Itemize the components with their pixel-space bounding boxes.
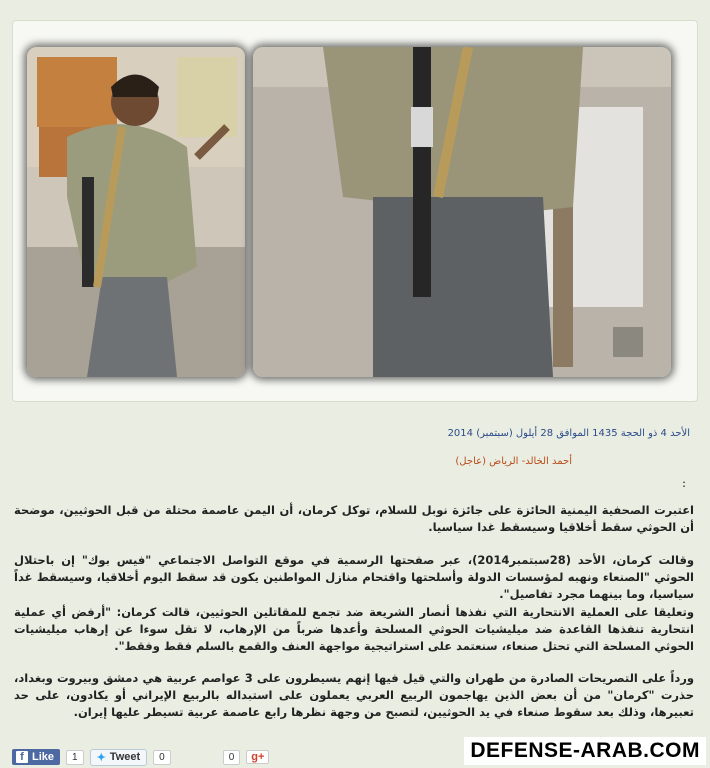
article-paragraph: اعتبرت الصحفية اليمنية الحائزة على جائزة نوبل للسلام، توكل كرمان، أن اليمن عاصمة محتلة من قبل الحوثيين، موضحة أن الحوثي سقط أخلاقيا وسيسقط غدا سياسيا.	[14, 503, 694, 534]
article-paragraph: ورداً على التصريحات الصادرة من طهران والتي قيل فيها إنهم يسيطرون على 3 عواصم عربية هي دمشق وبيروت وبغداد، حذرت "كرمان" من أن بعض الذين يهاجمون الربيع العربي يعملون على استبداله بالربيع الإيراني أو يكادون، على حد تعبيرها، وذلك بعد سقوط صنعاء في يد الحوثيين، لتصبح من وجهة نظرها رابع عاصمة عربية تسيطر عليها إيران.	[14, 671, 694, 719]
article-paragraph: وقالت كرمان، الأحد (28سبتمبر2014)، عبر صفحتها الرسمية في موقع التواصل الاجتماعي "فيس بوك" إن باحتلال الحوثي "الصنعاء ونهبه لمؤسسات الدولة وأسلحتها واقتحام منازل المواطنين يكون قد سقط اليوم أخلاقيا، وسيسقط غداً سياسيا، وما بينهما مجرد تفاصيل".	[14, 553, 694, 601]
article-dateline: الأحد 4 ذو الحجة 1435 الموافق 28 أيلول (سبتمبر) 2014	[447, 428, 690, 439]
twitter-bird-icon: ✦	[96, 751, 106, 764]
child-soldier-photo-right	[253, 47, 671, 377]
article-author[interactable]: أحمد الخالد- الرياض (عاجل)	[455, 456, 572, 467]
plus-count: 0	[223, 750, 241, 765]
author-colon: :	[681, 476, 686, 490]
like-count: 1	[66, 750, 84, 765]
tweet-button[interactable]	[90, 749, 148, 766]
google-plus-button[interactable]: g+	[246, 750, 269, 764]
tweet-label: Tweet	[109, 751, 141, 763]
facebook-like-button[interactable]	[12, 749, 60, 765]
site-watermark: DEFENSE-ARAB.COM	[464, 737, 706, 765]
photo-panel	[12, 20, 698, 402]
tweet-count: 0	[153, 750, 171, 765]
article-paragraph: وتعليقا على العملية الانتحارية التي نفذها أنصار الشريعة ضد تجمع للمقاتلين الحوثيين، قالت كرمان: "أرفض أي عملية انتحارية تنفذها القاعدة ضد ميليشيات الحوثي المسلحة وأعدها ضرباً من الإرهاب، لا تقل سوءا عن إرهاب ميليشيات الحوثي المسلحة التي تحتل صنعاء، سنعتمد على استراتيجية مواجهة العنف والقمع بالسلم فقط وفقط".	[14, 605, 694, 653]
child-soldier-photo-left	[27, 47, 245, 377]
facebook-icon: f	[16, 751, 28, 763]
like-label: Like	[32, 751, 55, 763]
share-bar	[12, 747, 269, 767]
